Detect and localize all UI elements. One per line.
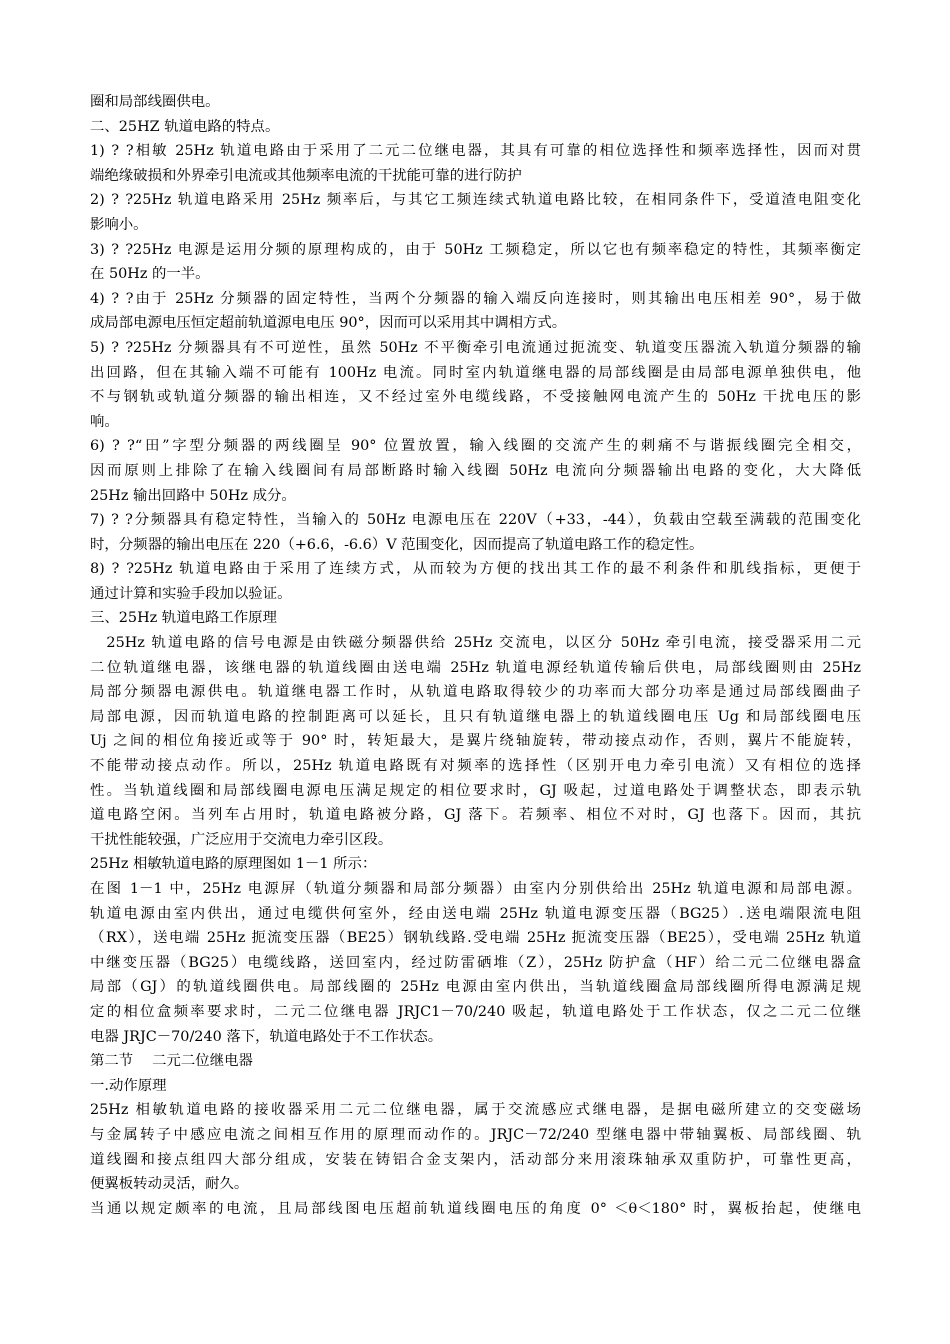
- text-line-35: （RX），送电端 25Hz 扼流变压器（BE25）钢轨线路.受电端 25Hz 扼流变压器（BE25），受电端 25Hz 轨道: [90, 930, 861, 947]
- text-line-30: 道电路空闲。当列车占用时，轨道电路被分路，GJ 落下。若频率、相位不对时，GJ 也落下。因而，其抗: [90, 807, 861, 824]
- section-heading-2: 二、25HZ 轨道电路的特点。: [90, 118, 280, 135]
- text-line-19: 时，分频器的输出电压在 220（+6.6，-6.6）V 范围变化，因而提高了轨道电路工作的稳定性。: [90, 536, 704, 553]
- text-line-7: 3) ? ?25Hz 电源是运用分频的原理构成的，由于 50Hz 工频稳定，所以它也有频率稳定的特性，其频率衡定: [90, 241, 861, 258]
- text-line-33: 在图 1－1 中，25Hz 电源屏（轨道分频器和局部分频器）由室内分别供给出 25Hz 轨道电源和局部电源。: [90, 881, 861, 897]
- text-line-44: 道线圈和接点组四大部分组成，安装在铸铝合金支架内，活动部分来用滚珠轴承双重防护，可靠性更高，: [90, 1151, 861, 1168]
- text-line-23: 25Hz 轨道电路的信号电源是由铁磁分频器供给 25Hz 交流电，以区分 50Hz 牵引电流，接受器采用二元: [90, 635, 861, 652]
- section-heading-22: 三、25Hz 轨道电路工作原理: [90, 610, 277, 627]
- text-line-27: Uj 之间的相位角接近或等于 90° 时，转矩最大，是翼片绕轴旋转，带动接点动作，否则，翼片不能旋转，: [90, 733, 861, 750]
- section-heading-40: 第二节 二元二位继电器: [90, 1053, 253, 1070]
- text-line-16: 因而原则上排除了在输入线圈间有局部断路时输入线圈 50Hz 电流向分频器输出电路的变化，大大降低: [90, 462, 861, 479]
- text-line-38: 定的相位盒频率要求时，二元二位继电器 JRJC1－70/240 吸起，轨道电路处于工作状态，仅之二元二位继: [90, 1003, 861, 1020]
- text-line-20: 8) ? ?25Hz 轨道电路由于采用了连续方式，从而较为方便的找出其工作的最不利条件和肌线指标，更便于: [90, 561, 861, 578]
- text-line-11: 5) ? ?25Hz 分频器具有不可逆性，虽然 50Hz 不平衡牵引电流通过扼流变、轨道变压器流入轨道分频器的输: [90, 339, 861, 356]
- text-line-29: 性。当轨道线圈和局部线圈电源电压满足规定的相位要求时，GJ 吸起，过道电路处于调整状态，即表示轨: [90, 782, 861, 799]
- text-line-37: 局部（GJ）的轨道线圈供电。局部线圈的 25Hz 电源由室内供出，当轨道线圈盒局部线圈所得电源满足规: [90, 979, 861, 996]
- text-line-32: 25Hz 相敏轨道电路的原理图如 1－1 所示：: [90, 856, 377, 873]
- document-page: [90, 90, 861, 1221]
- text-line-18: 7) ? ?分频器具有稳定特性，当输入的 50Hz 电源电压在 220V（+33，-44），负载由空载至满载的范围变化: [90, 512, 861, 529]
- text-line-1: 圈和局部线圈供电。: [90, 94, 220, 110]
- text-line-31: 干扰性能较强，广泛应用于交流电力牵引区段。: [90, 831, 393, 848]
- text-line-17: 25Hz 输出回路中 50Hz 成分。: [90, 487, 296, 504]
- section-heading-41: 一.动作原理: [90, 1077, 167, 1094]
- text-line-12: 出回路，但在其输入端不可能有 100Hz 电流。同时室内轨道继电器的局部线圈是由局部电源单独供电，他: [90, 364, 861, 381]
- text-line-13: 不与钢轨或轨道分频器的输出相连，又不经过室外电缆线路，不受接触网电流产生的 50Hz 干扰电压的影: [90, 389, 861, 406]
- text-line-28: 不能带动接点动作。所以，25Hz 轨道电路既有对频率的选择性（区别开电力牵引电流）又有相位的选择: [90, 758, 861, 775]
- text-line-46: 当通以规定颇率的电流，且局部线图电压超前轨道线圈电压的角度 0° ＜θ＜180° 时，翼板抬起，使继电: [90, 1200, 861, 1217]
- text-line-36: 中继变压器（BG25）电缆线路，送回室内，经过防雷硒堆（Z），25Hz 防护盒（HF）给二元二位继电器盒: [90, 954, 861, 971]
- text-line-39: 电器 JRJC－70/240 落下，轨道电路处于不工作状态。: [90, 1028, 443, 1045]
- text-line-5: 2) ? ?25Hz 轨道电路采用 25Hz 频率后，与其它工频连续式轨道电路比较，在相同条件下，受道渣电阻变化: [90, 192, 861, 209]
- text-line-26: 局部电源，因而轨道电路的控制距离可以延长，且只有轨道继电器上的轨道线圈电压 Ug 和局部线圈电压: [90, 708, 861, 725]
- text-line-8: 在 50Hz 的一半。: [90, 266, 210, 283]
- text-line-15: 6) ? ?“田”字型分频器的两线圈呈 90° 位置放置，输入线圈的交流产生的刺痛不与谐振线圈完全相交，: [90, 438, 861, 455]
- text-line-25: 局部分频器电源供电。轨道继电器工作时，从轨道电路取得较少的功率而大部分功率是通过局部线圈曲子: [90, 684, 861, 701]
- text-line-21: 通过计算和实验手段加以验证。: [90, 585, 292, 602]
- text-line-3: 1) ? ?相敏 25Hz 轨道电路由于采用了二元二位继电器，其具有可靠的相位选择性和频率选择性，因而对贯: [90, 143, 861, 160]
- text-line-45: 便翼板转动灵活，耐久。: [90, 1176, 249, 1193]
- text-line-6: 影响小。: [90, 216, 148, 233]
- text-line-34: 轨道电源由室内供出，通过电缆供何室外，经由送电端 25Hz 轨道电源变压器（BG25）.送电端限流电阻: [90, 905, 861, 922]
- text-line-14: 响。: [90, 413, 119, 430]
- text-line-10: 成局部电源电压恒定超前轨道源电电压 90°，因而可以采用其中调相方式。: [90, 315, 567, 332]
- text-line-43: 与金属转子中感应电流之间相互作用的原理而动作的。JRJC－72/240 型继电器中带轴翼板、局部线圈、轨: [90, 1126, 861, 1143]
- text-line-42: 25Hz 相敏轨道电路的接收器采用二元二位继电器，属于交流感应式继电器，是据电磁所建立的交变磁场: [90, 1102, 861, 1119]
- text-line-4: 端绝缘破损和外界牵引电流或其他频率电流的干扰能可靠的进行防护: [90, 167, 522, 184]
- text-line-24: 二位轨道继电器，该继电器的轨道线圈由送电端 25Hz 轨道电源经轨道传输后供电，局部线圈则由 25Hz: [90, 659, 861, 676]
- text-line-9: 4) ? ?由于 25Hz 分频器的固定特性，当两个分频器的输入端反向连接时，则其输出电压相差 90°，易于做: [90, 290, 861, 307]
